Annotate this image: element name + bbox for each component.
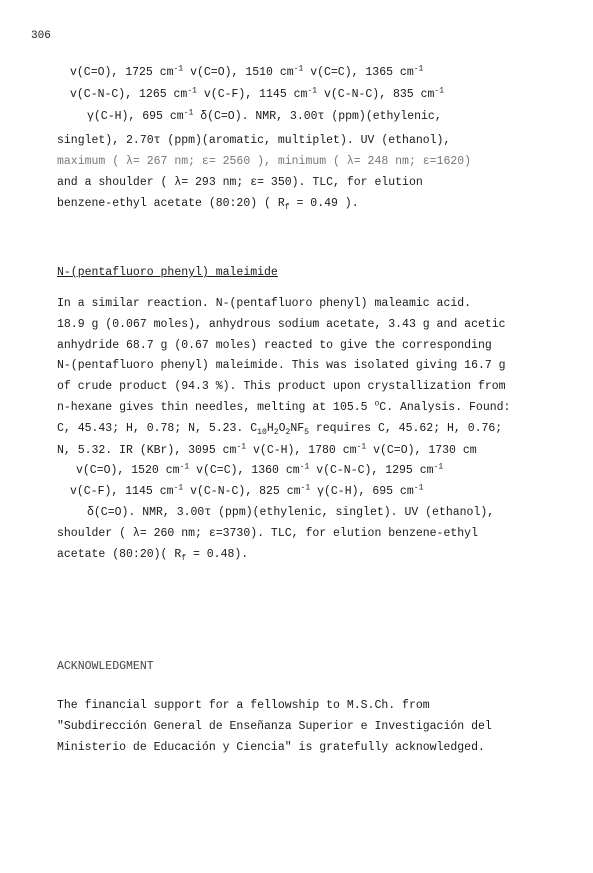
paragraph-line: anhydride 68.7 g (0.67 moles) reacted to give the corresponding — [57, 339, 492, 352]
paragraph-line: δ(C=O). NMR, 3.00τ (ppm)(ethylenic, singlet). UV (ethanol), — [87, 506, 495, 519]
text-run: = 0.49 ). — [289, 197, 359, 210]
superscript: -1 — [434, 86, 445, 96]
paragraph-line — [57, 401, 510, 415]
text-run: γ(C-H), 695 cm — [310, 485, 414, 498]
paragraph-line: N-(pentafluoro phenyl) maleimide. This was isolated giving 16.7 g — [57, 359, 506, 372]
acknowledgment-line: The financial support for a fellowship to M.S.Ch. from — [57, 699, 430, 712]
text-run: N, 5.32. IR (KBr), 3095 cm — [57, 444, 237, 457]
superscript: -1 — [187, 86, 197, 96]
text-run: v(C=O), 1730 cm — [366, 444, 477, 457]
text-run: γ(C-H), 695 cm — [87, 110, 184, 123]
spectra-line — [70, 485, 423, 499]
superscript: -1 — [173, 483, 184, 493]
paragraph-line — [57, 548, 248, 562]
subscript: 5 — [304, 427, 309, 437]
superscript: -1 — [293, 64, 304, 74]
spectra-line — [70, 88, 444, 102]
paragraph-line: maximum ( λ= 267 nm; ε= 2560 ), minimum ( λ= 248 nm; ε=1620) — [57, 155, 472, 168]
subscript: f — [284, 202, 290, 212]
text-run: v(C=C), 1365 cm — [303, 66, 414, 79]
superscript: -1 — [299, 462, 310, 472]
paragraph-line: 18.9 g (0.067 moles), anhydrous sodium acetate, 3.43 g and acetic — [57, 318, 506, 331]
text-run: v(C=O), 1520 cm — [76, 464, 180, 477]
text-run: v(C=C), 1360 cm — [189, 464, 300, 477]
text-run: benzene-ethyl acetate (80:20) ( R — [57, 197, 285, 210]
spectra-line — [70, 66, 423, 80]
text-run: n-hexane gives thin needles, melting at 105.5 — [57, 401, 375, 414]
subscript: f — [181, 553, 187, 563]
superscript: -1 — [236, 442, 247, 452]
text-run: requires C, 45.62; H, 0.76; — [308, 422, 503, 435]
spectra-line — [87, 110, 442, 124]
superscript: -1 — [173, 64, 184, 74]
text-run: v(C=O), 1510 cm — [183, 66, 294, 79]
spectra-line — [76, 464, 443, 478]
text-run: v(C-H), 1780 cm — [246, 444, 357, 457]
paragraph-line: shoulder ( λ= 260 nm; ε=3730). TLC, for elution benzene-ethyl — [57, 527, 478, 540]
paragraph-line: of crude product (94.3 %). This product upon crystallization from — [57, 380, 506, 393]
acknowledgment-heading: ACKNOWLEDGMENT — [57, 660, 154, 673]
text-run: H — [266, 422, 274, 435]
text-run: v(C-N-C), 835 cm — [317, 88, 435, 101]
page-number: 306 — [31, 30, 51, 42]
text-run: δ(C=O). NMR, 3.00τ (ppm)(ethylenic, — [193, 110, 442, 123]
subscript: 10 — [257, 427, 267, 437]
superscript: -1 — [300, 483, 311, 493]
text-run: = 0.48). — [186, 548, 249, 561]
superscript: -1 — [413, 483, 424, 493]
text-run: v(C=O), 1725 cm — [70, 66, 174, 79]
subscript: 2 — [273, 427, 279, 437]
spectra-line — [57, 444, 477, 458]
formula-line — [57, 422, 502, 436]
paragraph-line — [57, 197, 359, 211]
text-run: C. Analysis. Found: — [379, 401, 511, 414]
superscript: -1 — [356, 442, 367, 452]
superscript: -1 — [179, 462, 190, 472]
text-run: C, 45.43; H, 0.78; N, 5.23. C — [57, 422, 258, 435]
text-run: v(C-N-C), 825 cm — [183, 485, 301, 498]
superscript: o — [374, 399, 380, 409]
text-run: v(C-N-C), 1295 cm — [309, 464, 434, 477]
paragraph-line: and a shoulder ( λ= 293 nm; ε= 350). TLC, for elution — [57, 176, 423, 189]
subscript: 2 — [285, 427, 291, 437]
acknowledgment-line: Ministerio de Educación y Ciencia" is gratefully acknowledged. — [57, 741, 485, 754]
text-run: v(C-N-C), 1265 cm — [70, 88, 188, 101]
text-run: NF — [290, 422, 305, 435]
section-heading: N-(pentafluoro phenyl) maleimide — [57, 266, 278, 279]
superscript: -1 — [307, 86, 318, 96]
text-run: acetate (80:20)( R — [57, 548, 182, 561]
acknowledgment-line: "Subdirección General de Enseñanza Superior e Investigación del — [57, 720, 492, 733]
text-run: v(C-F), 1145 cm — [197, 88, 308, 101]
superscript: -1 — [183, 108, 194, 118]
superscript: -1 — [413, 64, 424, 74]
text-run: v(C-F), 1145 cm — [70, 485, 174, 498]
text-run: O — [278, 422, 286, 435]
superscript: -1 — [433, 462, 444, 472]
paragraph-line: In a similar reaction. N-(pentafluoro phenyl) maleamic acid. — [57, 297, 472, 310]
paragraph-line: singlet), 2.70τ (ppm)(aromatic, multiplet). UV (ethanol), — [57, 134, 451, 147]
